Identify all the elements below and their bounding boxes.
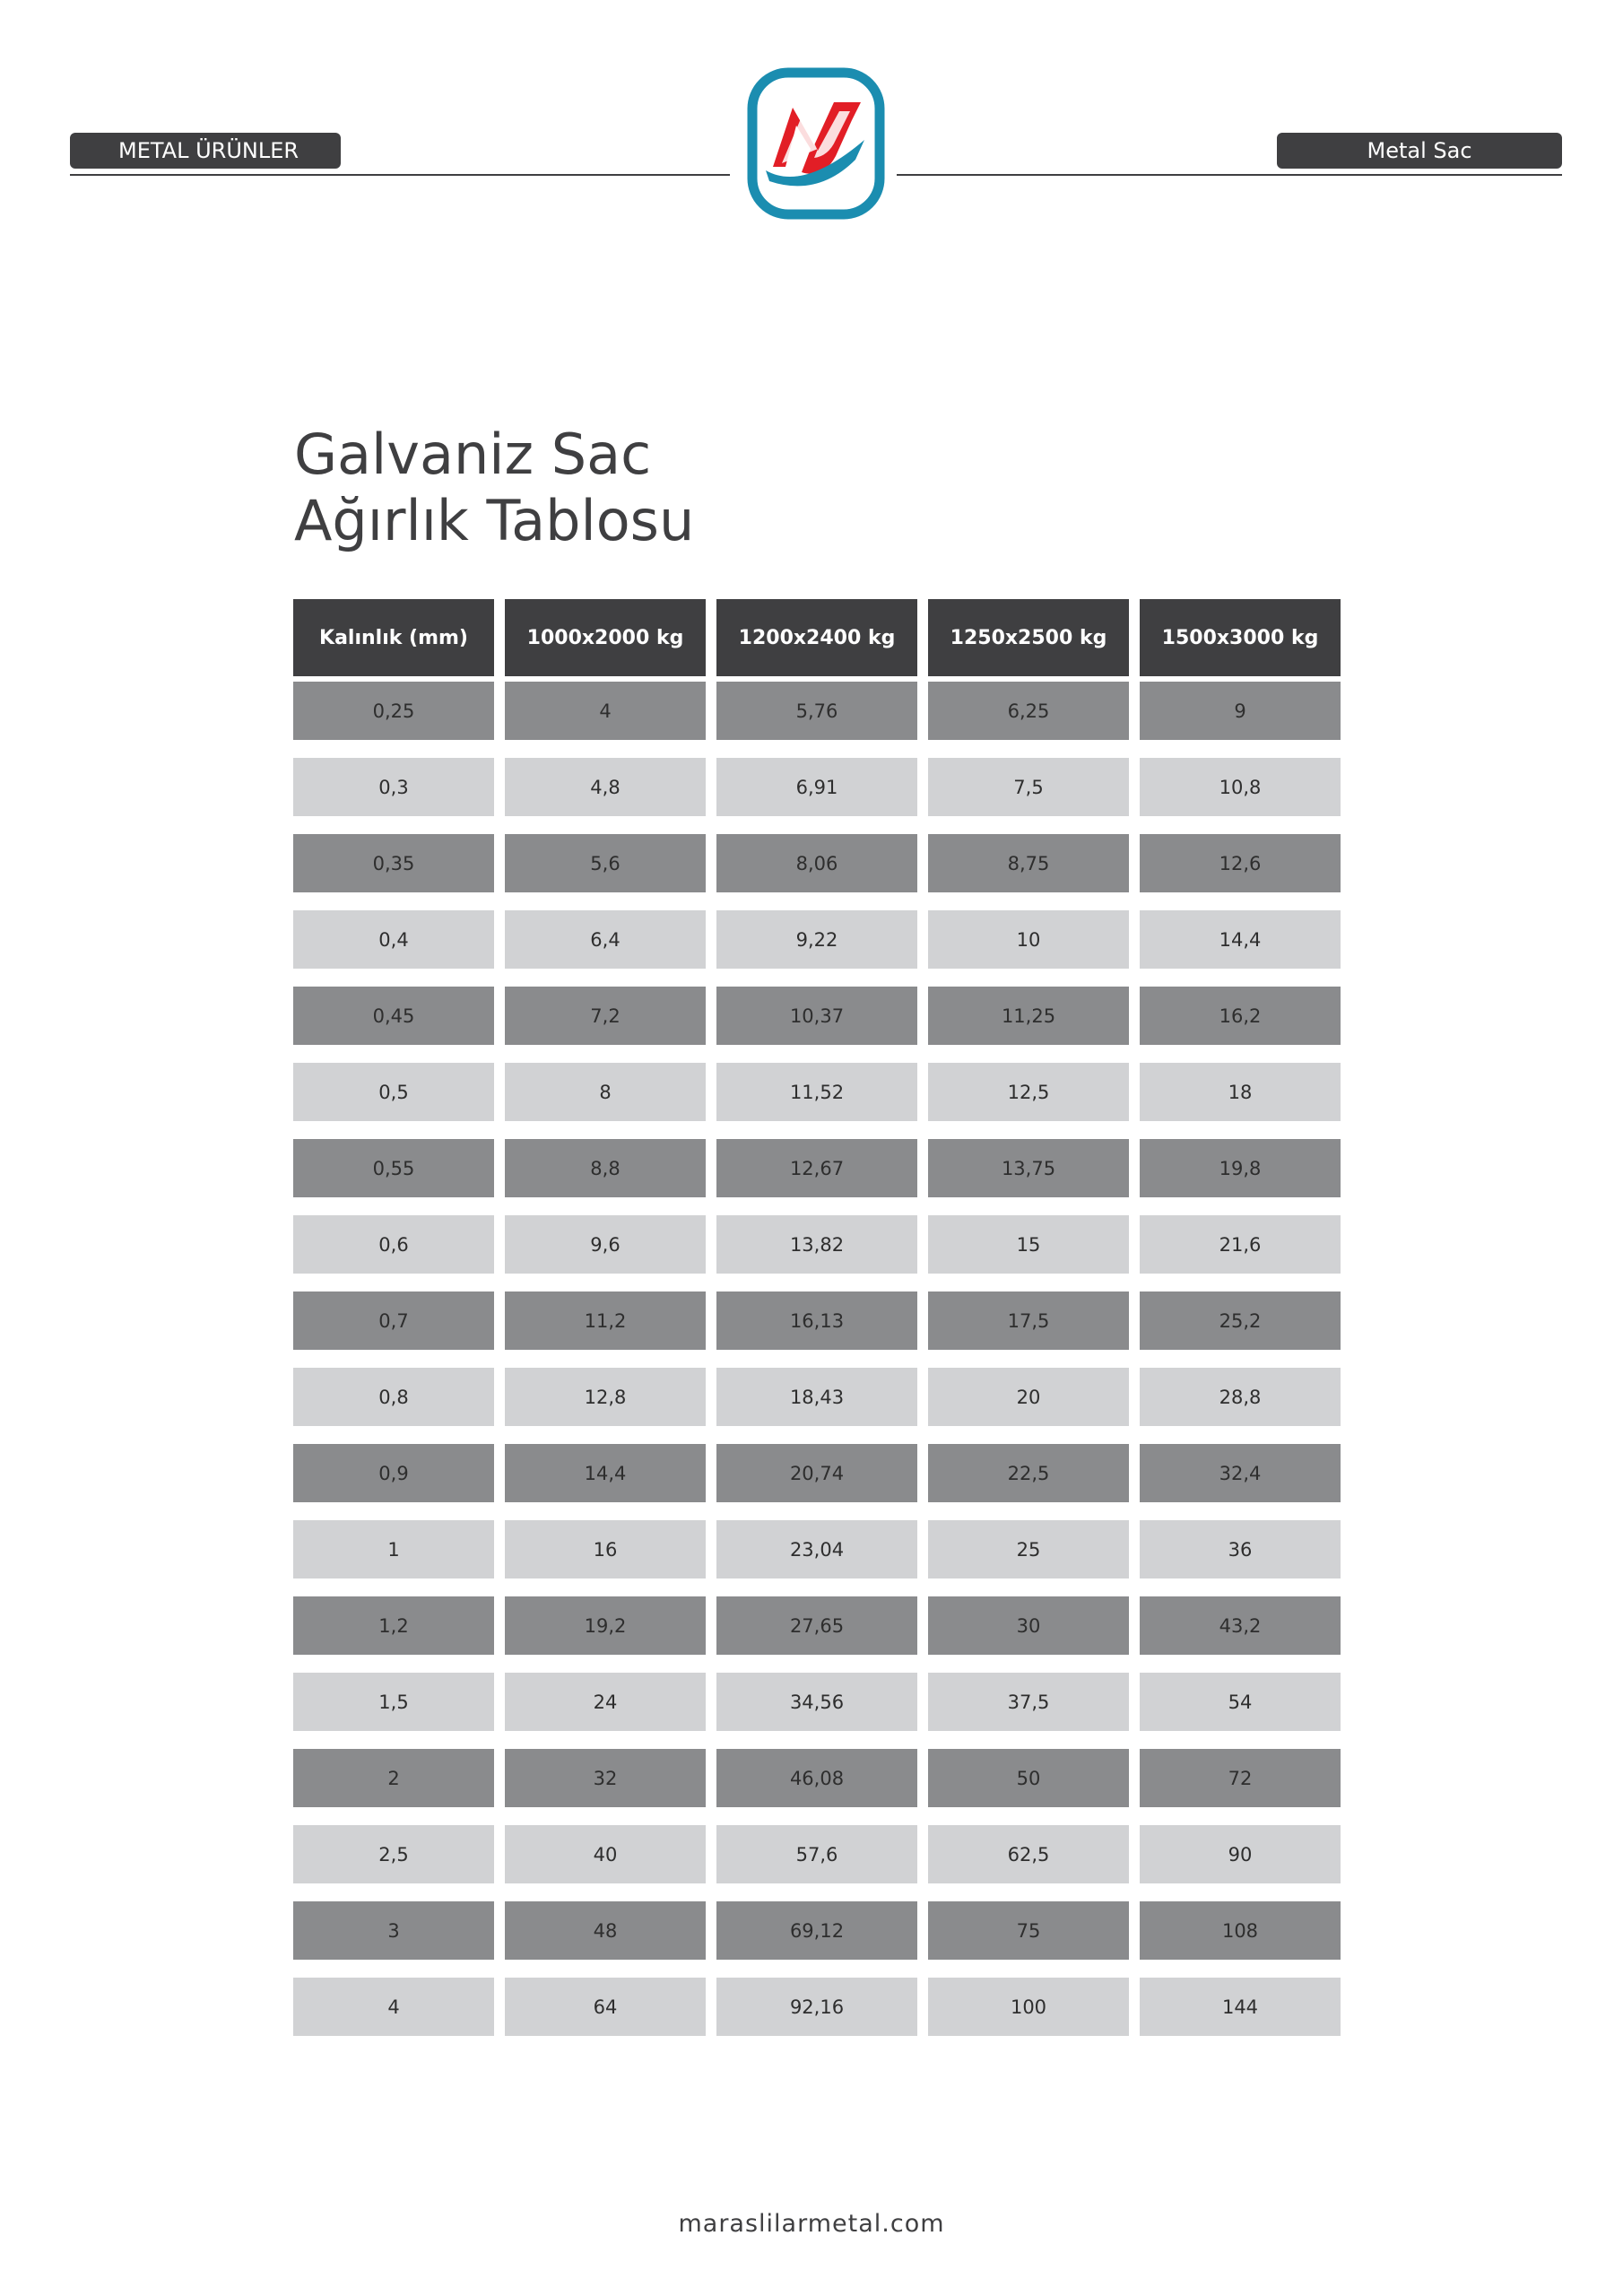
- table-cell: 10: [928, 910, 1129, 969]
- table-cell: 8,06: [716, 834, 917, 892]
- table-row: [293, 987, 1341, 1045]
- table-cell: 16,2: [1140, 987, 1341, 1045]
- table-cell: 6,91: [716, 758, 917, 816]
- table-cell: 36: [1140, 1520, 1341, 1578]
- header-tag-metal-sac: Metal Sac: [1277, 133, 1562, 169]
- page-title-line-2: Ağırlık Tablosu: [294, 488, 695, 553]
- table-cell: 13,75: [928, 1139, 1129, 1197]
- table-cell: 69,12: [716, 1901, 917, 1960]
- table-cell: 4: [505, 682, 706, 740]
- table-row: [293, 758, 1341, 816]
- table-row: [293, 1749, 1341, 1807]
- table-cell: 0,3: [293, 758, 494, 816]
- table-cell: 11,2: [505, 1292, 706, 1350]
- header-tag-metal-urunler: METAL ÜRÜNLER: [70, 133, 341, 169]
- table-cell: 30: [928, 1596, 1129, 1655]
- table-cell: 62,5: [928, 1825, 1129, 1883]
- table-cell: 37,5: [928, 1673, 1129, 1731]
- table-cell: 0,25: [293, 682, 494, 740]
- table-cell: 19,8: [1140, 1139, 1341, 1197]
- table-row: [293, 1978, 1341, 2036]
- table-cell: 12,6: [1140, 834, 1341, 892]
- table-cell: 3: [293, 1901, 494, 1960]
- table-cell: 0,55: [293, 1139, 494, 1197]
- table-cell: 18: [1140, 1063, 1341, 1121]
- table-row: [293, 1901, 1341, 1960]
- table-cell: 6,4: [505, 910, 706, 969]
- table-cell: 0,8: [293, 1368, 494, 1426]
- table-cell: 32,4: [1140, 1444, 1341, 1502]
- table-cell: 90: [1140, 1825, 1341, 1883]
- table-cell: 5,76: [716, 682, 917, 740]
- table-cell: 0,6: [293, 1215, 494, 1274]
- table-cell: 1: [293, 1520, 494, 1578]
- table-cell: 25,2: [1140, 1292, 1341, 1350]
- page-title-line-1: Galvaniz Sac: [294, 422, 652, 487]
- table-cell: 0,35: [293, 834, 494, 892]
- table-row: [293, 1673, 1341, 1731]
- table-cell: 0,45: [293, 987, 494, 1045]
- table-cell: 0,5: [293, 1063, 494, 1121]
- table-cell: 16: [505, 1520, 706, 1578]
- table-cell: 17,5: [928, 1292, 1129, 1350]
- table-row: [293, 1063, 1341, 1121]
- m-logo-icon: [746, 66, 886, 221]
- table-cell: 75: [928, 1901, 1129, 1960]
- table-cell: 5,6: [505, 834, 706, 892]
- table-cell: 1,2: [293, 1596, 494, 1655]
- table-cell: 20,74: [716, 1444, 917, 1502]
- table-cell: 22,5: [928, 1444, 1129, 1502]
- table-cell: 43,2: [1140, 1596, 1341, 1655]
- table-cell: 12,67: [716, 1139, 917, 1197]
- table-row: [293, 1825, 1341, 1883]
- page-title: [294, 422, 694, 554]
- table-cell: 19,2: [505, 1596, 706, 1655]
- header-divider-right: [897, 174, 1562, 176]
- table-row: [293, 682, 1341, 740]
- table-cell: 8,75: [928, 834, 1129, 892]
- table-cell: 9,22: [716, 910, 917, 969]
- weight-table: [293, 599, 1341, 2054]
- table-cell: 6,25: [928, 682, 1129, 740]
- table-cell: 144: [1140, 1978, 1341, 2036]
- table-row: [293, 1292, 1341, 1350]
- column-header: 1200x2400 kg: [716, 599, 917, 676]
- table-cell: 50: [928, 1749, 1129, 1807]
- table-cell: 8,8: [505, 1139, 706, 1197]
- table-cell: 108: [1140, 1901, 1341, 1960]
- table-cell: 25: [928, 1520, 1129, 1578]
- table-cell: 54: [1140, 1673, 1341, 1731]
- table-cell: 14,4: [505, 1444, 706, 1502]
- table-cell: 48: [505, 1901, 706, 1960]
- table-cell: 11,52: [716, 1063, 917, 1121]
- table-row: [293, 1215, 1341, 1274]
- table-cell: 0,4: [293, 910, 494, 969]
- table-cell: 100: [928, 1978, 1129, 2036]
- column-header: 1500x3000 kg: [1140, 599, 1341, 676]
- table-cell: 13,82: [716, 1215, 917, 1274]
- table-cell: 16,13: [716, 1292, 917, 1350]
- table-cell: 4: [293, 1978, 494, 2036]
- table-cell: 4,8: [505, 758, 706, 816]
- header-divider-left: [70, 174, 730, 176]
- table-cell: 2: [293, 1749, 494, 1807]
- table-cell: 92,16: [716, 1978, 917, 2036]
- table-cell: 10,8: [1140, 758, 1341, 816]
- table-cell: 34,56: [716, 1673, 917, 1731]
- table-cell: 64: [505, 1978, 706, 2036]
- table-cell: 40: [505, 1825, 706, 1883]
- table-cell: 7,5: [928, 758, 1129, 816]
- table-cell: 12,8: [505, 1368, 706, 1426]
- table-cell: 20: [928, 1368, 1129, 1426]
- table-cell: 23,04: [716, 1520, 917, 1578]
- table-cell: 28,8: [1140, 1368, 1341, 1426]
- table-cell: 2,5: [293, 1825, 494, 1883]
- table-cell: 0,9: [293, 1444, 494, 1502]
- table-row: [293, 1368, 1341, 1426]
- table-cell: 57,6: [716, 1825, 917, 1883]
- table-cell: 9: [1140, 682, 1341, 740]
- table-cell: 24: [505, 1673, 706, 1731]
- table-cell: 10,37: [716, 987, 917, 1045]
- table-row: [293, 1139, 1341, 1197]
- table-body: [293, 682, 1341, 2036]
- column-header: 1000x2000 kg: [505, 599, 706, 676]
- table-header-row: [293, 599, 1341, 676]
- table-cell: 9,6: [505, 1215, 706, 1274]
- table-row: [293, 910, 1341, 969]
- table-row: [293, 1520, 1341, 1578]
- table-cell: 21,6: [1140, 1215, 1341, 1274]
- table-cell: 7,2: [505, 987, 706, 1045]
- table-cell: 27,65: [716, 1596, 917, 1655]
- table-cell: 15: [928, 1215, 1129, 1274]
- table-cell: 32: [505, 1749, 706, 1807]
- table-cell: 14,4: [1140, 910, 1341, 969]
- table-cell: 1,5: [293, 1673, 494, 1731]
- table-cell: 72: [1140, 1749, 1341, 1807]
- column-header: Kalınlık (mm): [293, 599, 494, 676]
- column-header: 1250x2500 kg: [928, 599, 1129, 676]
- table-cell: 11,25: [928, 987, 1129, 1045]
- table-row: [293, 1444, 1341, 1502]
- table-cell: 12,5: [928, 1063, 1129, 1121]
- table-row: [293, 1596, 1341, 1655]
- table-row: [293, 834, 1341, 892]
- table-cell: 18,43: [716, 1368, 917, 1426]
- table-cell: 46,08: [716, 1749, 917, 1807]
- table-cell: 8: [505, 1063, 706, 1121]
- table-cell: 0,7: [293, 1292, 494, 1350]
- footer-website: maraslilarmetal.com: [678, 2210, 945, 2238]
